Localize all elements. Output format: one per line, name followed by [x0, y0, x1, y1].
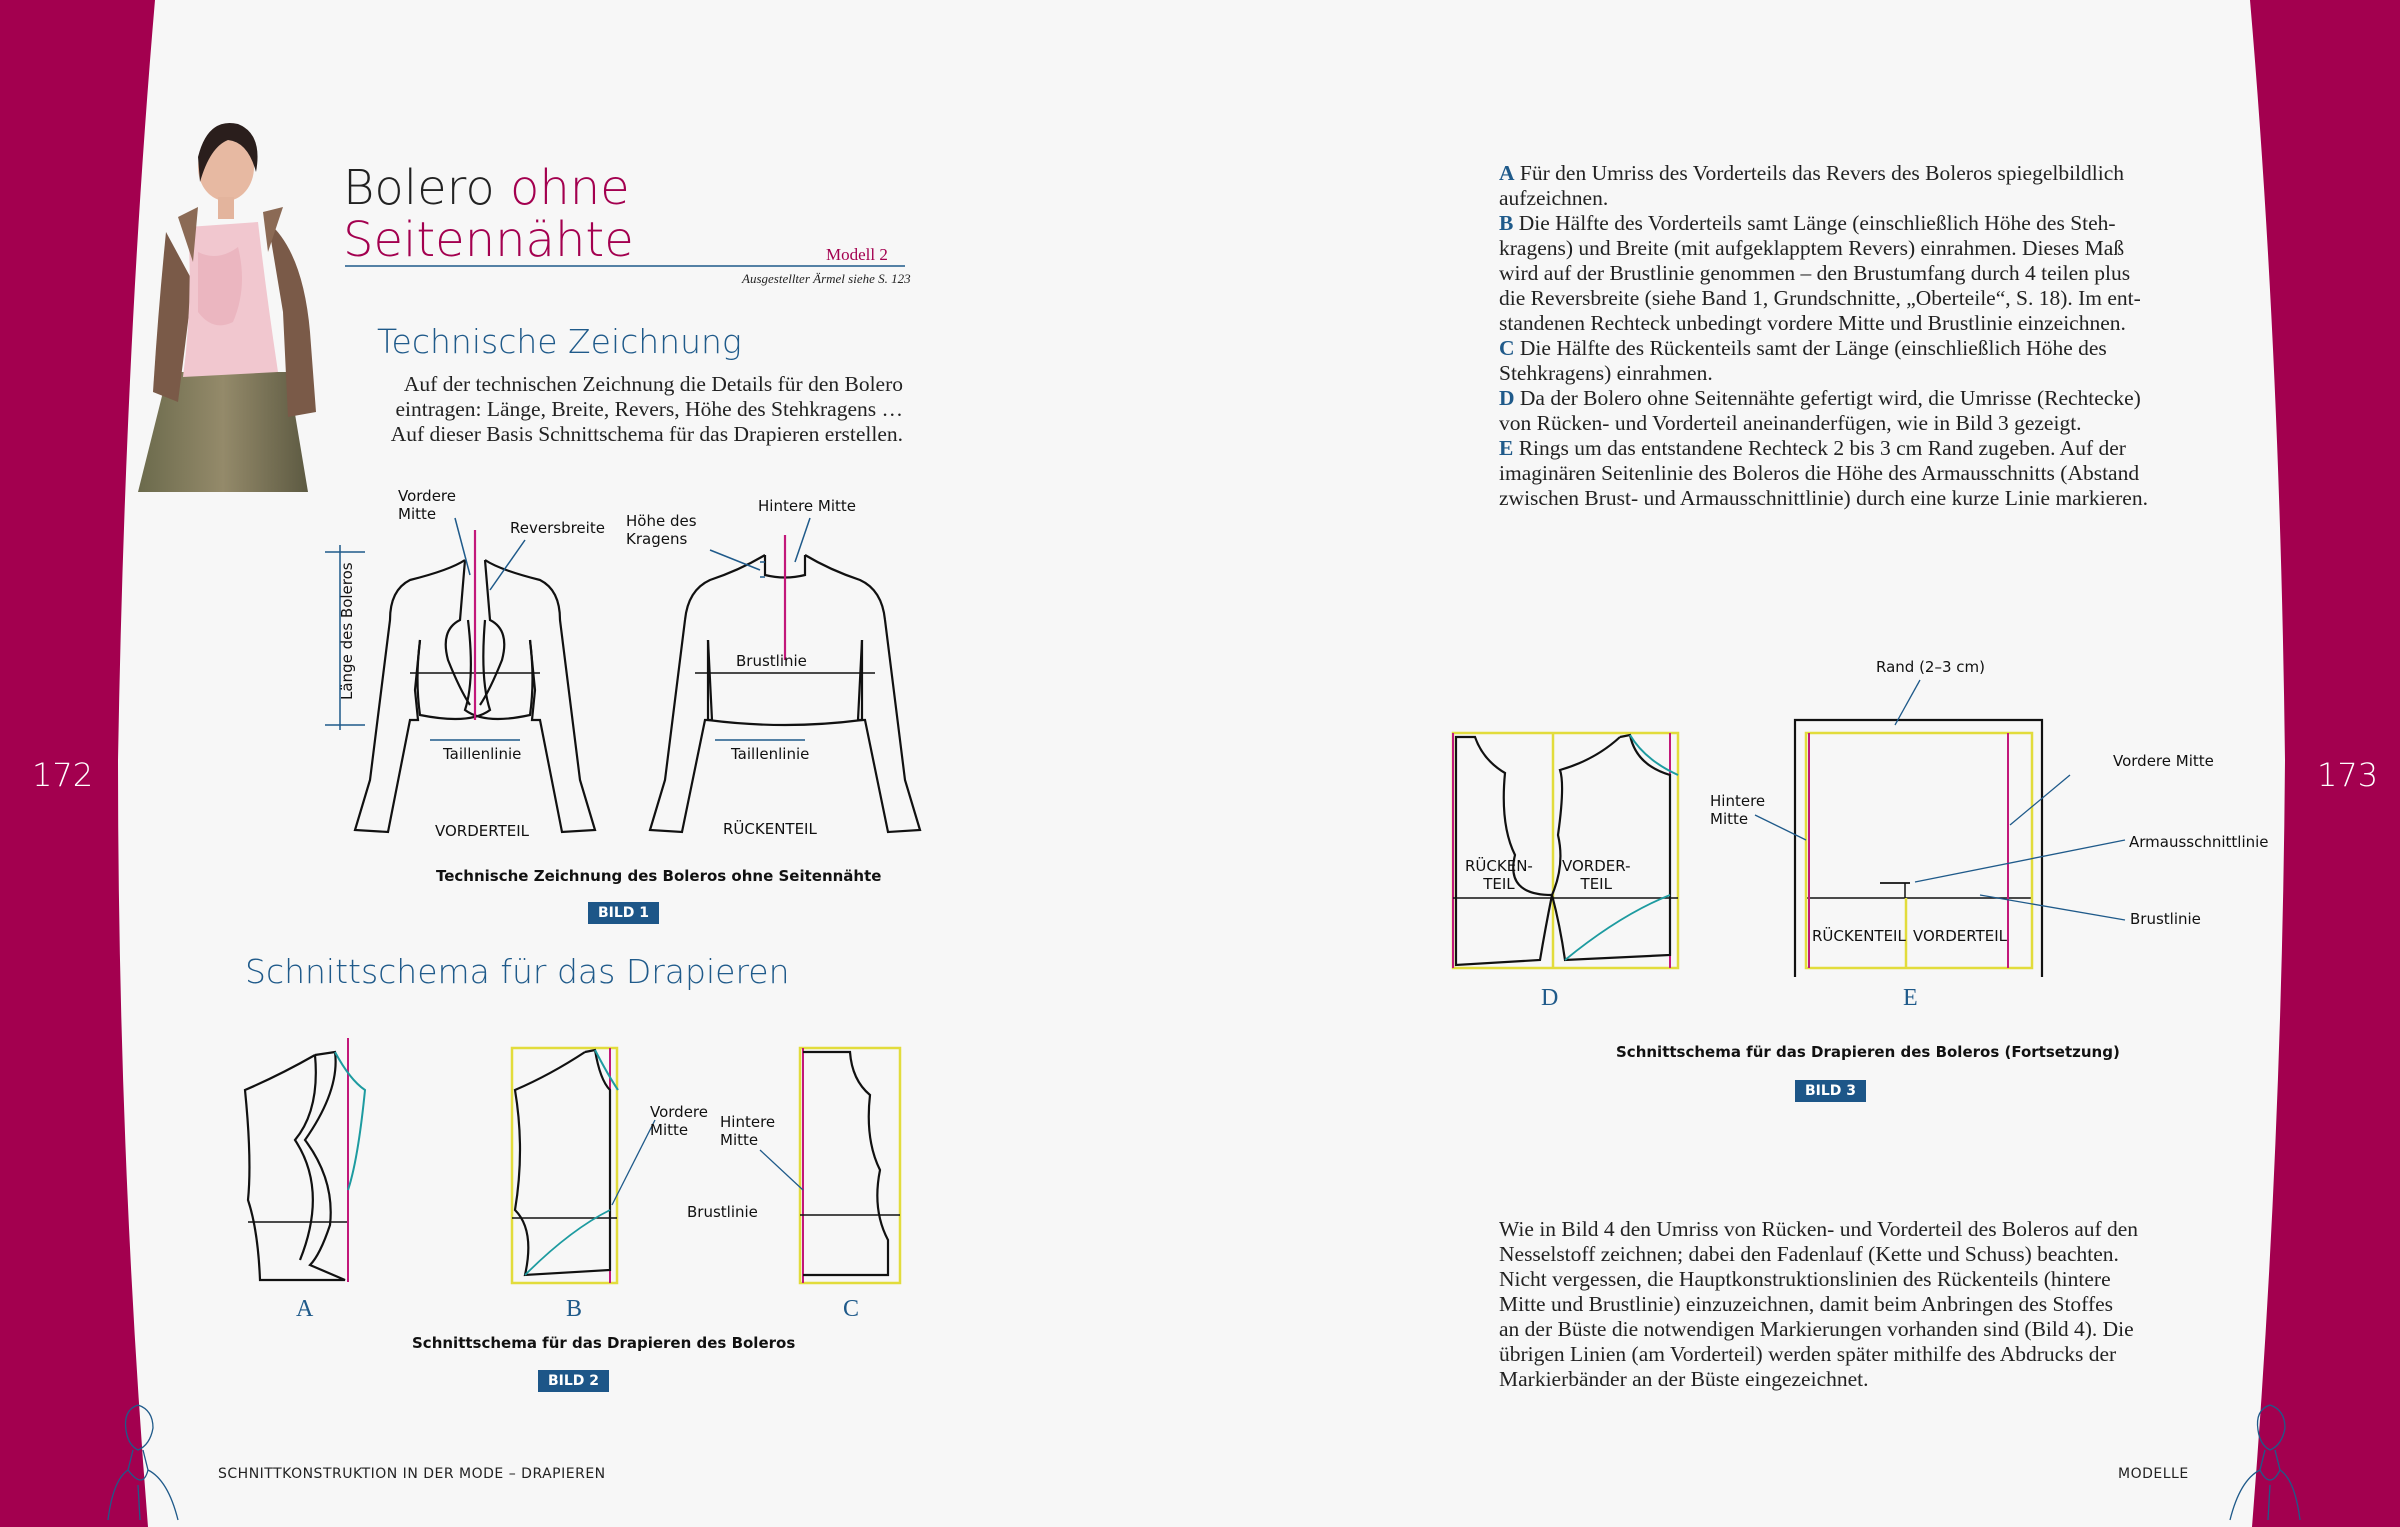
- label-hintere-mitte: Hintere Mitte: [758, 497, 856, 515]
- step-c: C Die Hälfte des Rückenteils samt der Länge (einschließlich Höhe des Stehkragens) einrahmen.: [1499, 336, 2107, 385]
- label-ruecken-teil: RÜCKEN- TEIL: [1465, 857, 1533, 893]
- label-vordere-mitte-b: Vordere Mitte: [650, 1103, 708, 1139]
- label-armausschnittlinie: Armausschnittlinie: [2129, 833, 2269, 851]
- label-hintere-mitte-e: Hintere Mitte: [1710, 792, 1766, 828]
- step-b: B Die Hälfte des Vorderteils samt Länge (einschließlich Höhe des Steh- kragens) und Breite (mit aufgeklapptem Revers) einrahmen. Dieses Maß wird auf der Brustlinie genommen – den Brustumfang durch 4 teilen plus die Reversbreite (siehe Band 1, Grundschnitte, „Oberteile“, S. 18). Im ent- standenen Rechteck unbedingt vordere Mitte und Brustlinie einzeichnen.: [1499, 211, 2141, 335]
- figure-letter-a: A: [296, 1296, 314, 1322]
- fashion-sketch-icon: [2220, 1400, 2300, 1520]
- label-vorder-teil: VORDER- TEIL: [1562, 857, 1631, 893]
- label-rueckenteil: RÜCKENTEIL: [723, 820, 817, 838]
- step-a: A Für den Umriss des Vorderteils das Revers des Boleros spiegelbildlich aufzeichnen.: [1499, 161, 2125, 210]
- label-rand: Rand (2–3 cm): [1876, 658, 1985, 676]
- sleeve-note: Ausgestellter Ärmel siehe S. 123: [742, 271, 911, 286]
- figure-letter-d: D: [1541, 985, 1559, 1011]
- label-rueckenteil-e: RÜCKENTEIL: [1812, 927, 1906, 945]
- section-heading-schnittschema: Schnittschema für das Drapieren: [245, 952, 790, 991]
- figure-letter-c: C: [843, 1296, 860, 1322]
- model-label: Modell 2: [826, 245, 888, 264]
- closing-paragraph: Wie in Bild 4 den Umriss von Rücken- und Vorderteil des Boleros auf den Nesselstoff zeichnen; dabei den Fadenlauf (Kette und Schuss) beachten. Nicht vergessen, die Hauptkonstruktionslinien des Rückenteils (hintere Mitte und Brustlinie) einzuzeichnen, damit beim Anbringen des Stoffes an der Büste die notwendigen Markierungen vorhanden sind (Bild 4). Die übrigen Linien (am Vorderteil) werden später mithilfe des Abdrucks der Markierbänder an der Büste eingezeichnet.: [1499, 1217, 2139, 1391]
- footer-right: MODELLE: [2118, 1466, 2189, 1482]
- label-vordere-mitte: Vordere Mitte: [398, 487, 456, 523]
- figure1-caption: Technische Zeichnung des Boleros ohne Seitennähte: [436, 867, 882, 885]
- section-heading-technische-zeichnung: Technische Zeichnung: [377, 322, 742, 361]
- figure2-caption: Schnittschema für das Drapieren des Boleros: [412, 1334, 796, 1352]
- figure-letter-b: B: [566, 1296, 583, 1322]
- figure2-badge: BILD 2: [538, 1370, 609, 1392]
- label-vordere-mitte-e: Vordere Mitte: [2113, 752, 2214, 770]
- figure1-badge: BILD 1: [588, 902, 659, 924]
- page-number: 172: [32, 756, 94, 794]
- step-d: D Da der Bolero ohne Seitennähte gefertigt wird, die Umrisse (Rechtecke) von Rücken- und Vorderteil aneinanderfügen, wie in Bild 3 gezeigt.: [1499, 386, 2141, 435]
- label-hoehe-des-kragens: Höhe des Kragens: [626, 512, 697, 548]
- label-reversbreite: Reversbreite: [510, 519, 605, 537]
- figure-letter-e: E: [1903, 985, 1918, 1011]
- label-brustlinie: Brustlinie: [736, 652, 807, 670]
- label-taillenlinie-back: Taillenlinie: [731, 745, 810, 763]
- instruction-steps: [1499, 161, 2159, 511]
- section1-text: Auf der technischen Zeichnung die Details für den Bolero eintragen: Länge, Breite, Revers, Höhe des Stehkragens … Auf dieser Basis Schnittschema für das Drapieren erstellen.: [390, 372, 903, 446]
- label-vorderteil-e: VORDERTEIL: [1913, 927, 2008, 945]
- footer-left: SCHNITTKONSTRUKTION IN DER MODE – DRAPIEREN: [218, 1466, 606, 1482]
- figure3-caption: Schnittschema für das Drapieren des Boleros (Fortsetzung): [1616, 1043, 2120, 1061]
- label-taillenlinie-front: Taillenlinie: [443, 745, 522, 763]
- page-title: Bolero ohne: [343, 160, 630, 216]
- page-number: 173: [2317, 756, 2379, 794]
- right-page: [1200, 0, 2400, 1527]
- label-vorderteil: VORDERTEIL: [435, 822, 530, 840]
- label-hintere-mitte-c: Hintere Mitte: [720, 1113, 776, 1149]
- step-e: E Rings um das entstandene Rechteck 2 bis 3 cm Rand zugeben. Auf der imaginären Seitenlinie des Boleros die Höhe des Armausschnitts (Abstand zwischen Brust- und Armausschnittlinie) durch eine kurze Linie markieren.: [1499, 436, 2148, 510]
- label-brustlinie-e: Brustlinie: [2130, 910, 2201, 928]
- label-brustlinie-b: Brustlinie: [687, 1203, 758, 1221]
- draping-scheme-figure: [240, 1030, 920, 1290]
- figure3-badge: BILD 3: [1795, 1080, 1866, 1102]
- technical-drawing: [310, 480, 910, 840]
- page-title-line2: Seitennähte: [343, 212, 634, 268]
- label-laenge-des-boleros: Länge des Boleros: [338, 562, 356, 700]
- title-underline: [345, 264, 905, 268]
- fashion-sketch-icon: [108, 1400, 188, 1520]
- model-photo: [138, 112, 338, 502]
